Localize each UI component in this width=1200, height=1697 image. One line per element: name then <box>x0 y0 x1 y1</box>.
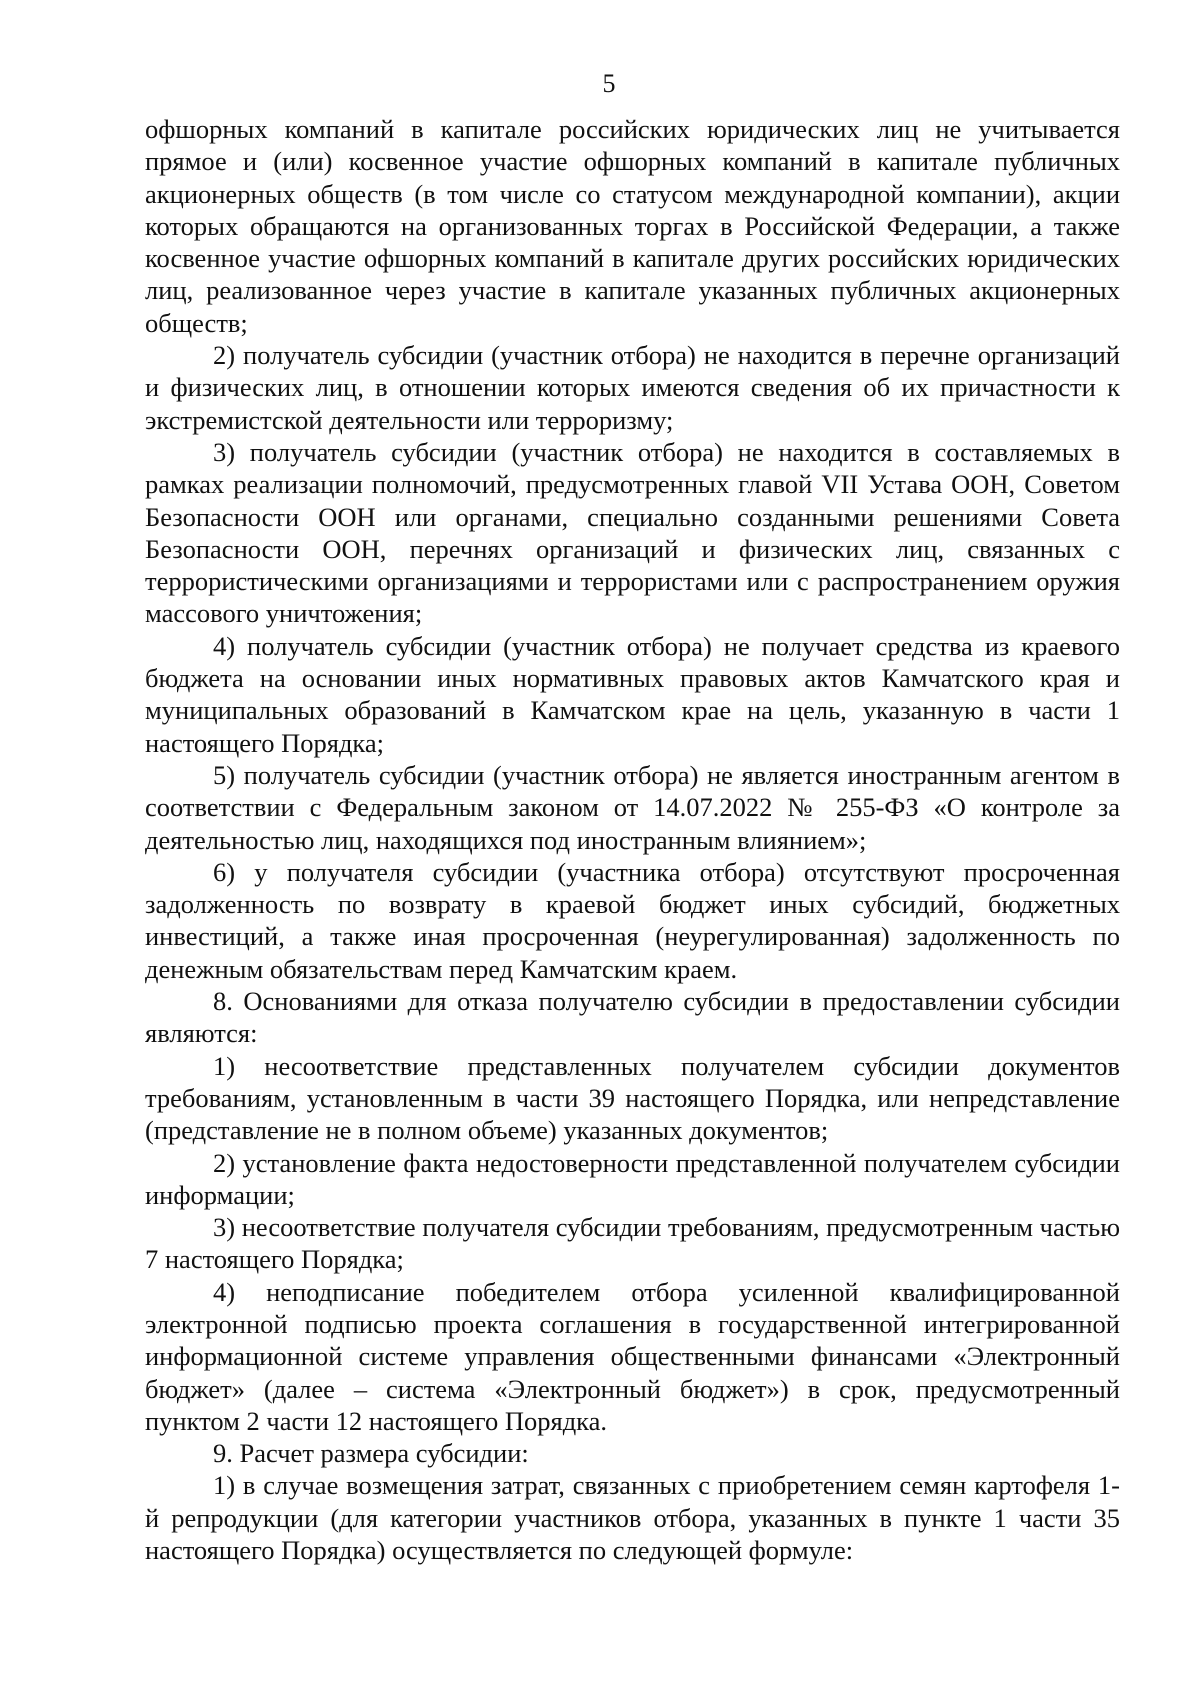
paragraph-refusal-item-3: 3) несоответствие получателя субсидии требованиям, предусмотренным частью 7 настоящего Порядка; <box>145 1212 1120 1275</box>
paragraph-item-5-foreign-agent: 5) получатель субсидии (участник отбора) не является иностранным агентом в соответствии с Федеральным законом от 14.07.2022 № 255-ФЗ «О контроле за деятельностью лиц, находящихся под иностранным влиянием»; <box>145 759 1120 855</box>
paragraph-refusal-item-4: 4) неподписание победителем отбора усиленной квалифицированной электронной подписью проекта соглашения в государственной интегрированной информационной системе управления общественными финансами «Электронный бюджет» (далее – система «Электронный бюджет») в срок, предусмотренный пунктом 2 части 12 настоящего Порядка. <box>145 1276 1120 1436</box>
paragraph-item-4-budget-funds: 4) получатель субсидии (участник отбора) не получает средства из краевого бюджета на основании иных нормативных правовых актов Камчатского края и муниципальных образований в Камчатском крае на цель, указанную в части 1 настоящего Порядка; <box>145 630 1120 758</box>
paragraph-item-3-un-lists: 3) получатель субсидии (участник отбора) не находится в составляемых в рамках реализации полномочий, предусмотренных главой VII Устава ООН, Советом Безопасности ООН или органами, специально созданными решениями Совета Безопасности ООН, перечнях организаций и физических лиц, связанных с террористическими организациями и террористами или с распространением оружия массового уничтожения; <box>145 436 1120 629</box>
paragraph-section-9-calculation: 9. Расчет размера субсидии: <box>213 1438 529 1469</box>
page-number: 5 <box>602 69 616 98</box>
paragraph-calculation-item-1: 1) в случае возмещения затрат, связанных с приобретением семян картофеля 1-й репродукции (для категории участников отбора, указанных в пункте 1 части 35 настоящего Порядка) осуществляется по следующей формуле: <box>145 1470 1120 1566</box>
paragraph-item-6-debt: 6) у получателя субсидии (участника отбора) отсутствуют просроченная задолженность по возврату в краевой бюджет иных субсидий, бюджетных инвестиций, а также иная просроченная (неурегулированная) задолженность по денежным обязательствам перед Камчатским краем. <box>145 856 1120 984</box>
paragraph-refusal-item-2: 2) установление факта недостоверности представленной получателем субсидии информации; <box>145 1147 1120 1210</box>
paragraph-section-8-refusal-grounds: 8. Основаниями для отказа получателю субсидии в предоставлении субсидии являются: <box>145 986 1120 1049</box>
paragraph-offshore-continuation: офшорных компаний в капитале российских юридических лиц не учитывается прямое и (или) косвенное участие офшорных компаний в капитале публичных акционерных обществ (в том числе со статусом международной компании), акции которых обращаются на организованных торгах в Российской Федерации, а также косвенное участие офшорных компаний в капитале других российских юридических лиц, реализованное через участие в капитале указанных публичных акционерных обществ; <box>145 114 1120 338</box>
document-body <box>145 113 1120 1566</box>
paragraph-refusal-item-1: 1) несоответствие представленных получателем субсидии документов требованиям, установленным в части 39 настоящего Порядка, или непредставление (представление не в полном объеме) указанных документов; <box>145 1050 1120 1146</box>
paragraph-item-2-extremism: 2) получатель субсидии (участник отбора) не находится в перечне организаций и физических лиц, в отношении которых имеются сведения об их причастности к экстремистской деятельности или терроризму; <box>145 340 1120 435</box>
